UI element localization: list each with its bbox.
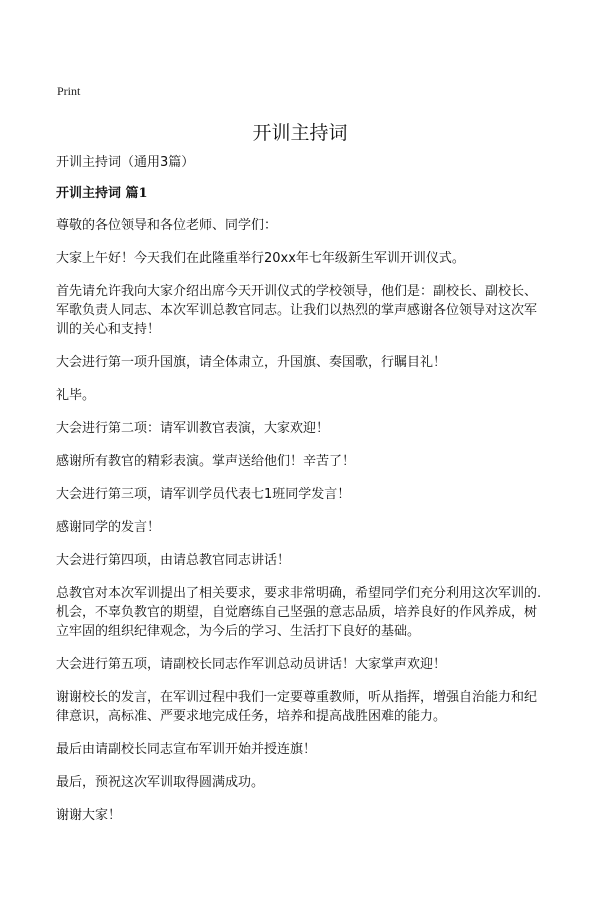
document-title: 开训主持词: [252, 122, 348, 144]
document-subtitle: 开训主持词（通用3篇）: [56, 155, 195, 170]
print-label: Print: [57, 84, 81, 98]
paragraph-item-1: 大会进行第一项升国旗，请全体肃立，升国旗、奏国歌，行瞩目礼！: [56, 355, 447, 370]
paragraph-opening: 大家上午好！今天我们在此隆重举行20xx年七年级新生军训开训仪式。: [56, 251, 465, 266]
paragraph-wishes: 最后，预祝这次军训取得圆满成功。: [56, 775, 265, 790]
paragraph-flag-presentation: 最后由请副校长同志宣布军训开始并授连旗！: [56, 742, 317, 757]
paragraph-chief-requirements: 总教官对本次军训提出了相关要求，要求非常明确，希望同学们充分利用这次军训的.机会，不辜负教官的期望，自觉磨练自己坚强的意志品质，培养良好的作风养成，树立牢固的组织纪律观念，为今后的学习、生活打下良好的基础。: [56, 586, 542, 639]
paragraph-thanks-instructors: 感谢所有教官的精彩表演。掌声送给他们！辛苦了！: [56, 454, 356, 469]
paragraph-introduction: 首先请允许我向大家介绍出席今天开训仪式的学校领导，他们是：副校长、副校长、军歌负责人同志、本次军训总教官同志。让我们以热烈的掌声感谢各位领导对这次军训的关心和支持！: [56, 284, 538, 337]
paragraph-closing: 谢谢大家！: [56, 808, 122, 823]
paragraph-item-3: 大会进行第三项，请军训学员代表七1班同学发言！: [56, 487, 351, 502]
paragraph-item-2: 大会进行第二项：请军训教官表演，大家欢迎！: [56, 421, 330, 436]
paragraph-thanks-principal: 谢谢校长的发言，在军训过程中我们一定要尊重教师，听从指挥，增强自治能力和纪律意识，高标准、严要求地完成任务，培养和提高战胜困难的能力。: [56, 690, 538, 724]
paragraph-ceremony-end: 礼毕。: [56, 388, 96, 403]
document-body: [56, 154, 548, 839]
section-heading: 开训主持词 篇1: [56, 186, 148, 201]
paragraph-greeting: 尊敬的各位领导和各位老师、同学们：: [56, 218, 278, 233]
paragraph-item-4: 大会进行第四项，由请总教官同志讲话！: [56, 553, 291, 568]
paragraph-thanks-student: 感谢同学的发言！: [56, 520, 161, 535]
paragraph-item-5: 大会进行第五项，请副校长同志作军训总动员讲话！大家掌声欢迎！: [56, 657, 447, 672]
